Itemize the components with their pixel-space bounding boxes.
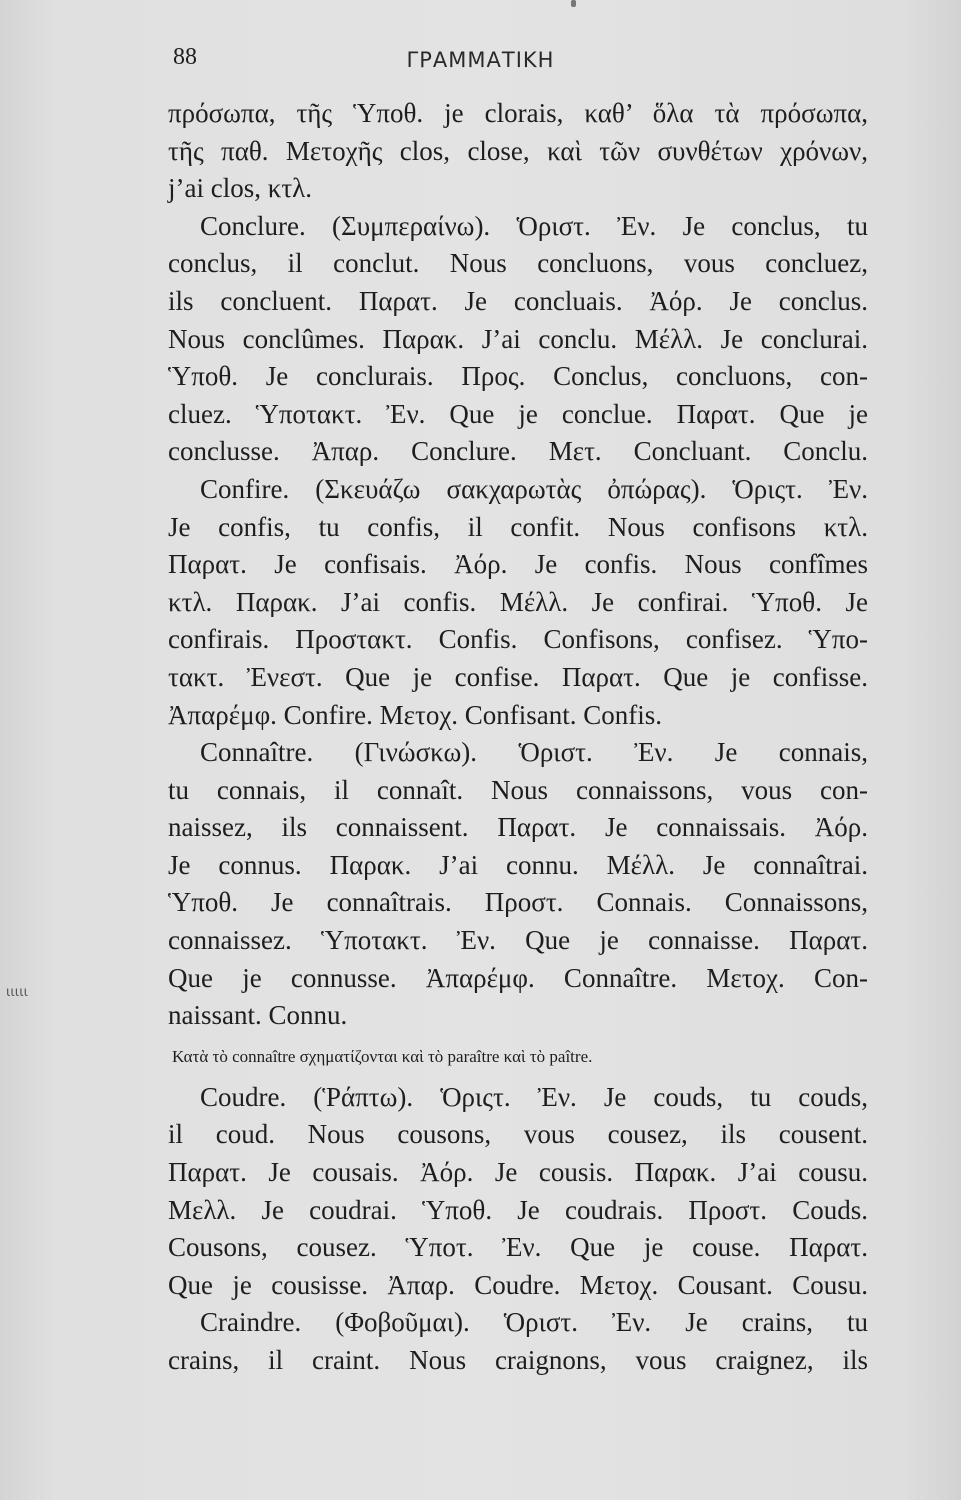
entry-confire: Confire. (Σκευάζω σακχαρωτὰς ὀπώρας). Ὁριςτ. Ἐν.: [200, 473, 868, 504]
ink-speck: [571, 0, 576, 7]
text-line: κτλ. Παρακ. J’ai confis. Μέλλ. Je confirai. Ὑποθ. Je: [168, 586, 868, 617]
text-line: cluez. Ὑποτακτ. Ἐν. Que je conclue. Παρατ. Que je: [168, 398, 868, 429]
text-line: naissez, ils connaissent. Παρατ. Je connaissais. Ἀόρ.: [168, 812, 868, 843]
text-line: ils concluent. Παρατ. Je concluais. Ἀόρ. Je conclus.: [168, 285, 868, 316]
body-text: [168, 95, 868, 1380]
text-line: Je connus. Παρακ. J’ai connu. Μέλλ. Je connaîtrai.: [168, 849, 868, 880]
text-line: Παρατ. Je cousais. Ἀόρ. Je cousis. Παρακ. J’ai cousu.: [168, 1157, 868, 1188]
text-line: Que je cousisse. Ἀπαρ. Coudre. Μετοχ. Cousant. Cousu.: [168, 1269, 868, 1300]
running-head: ΓΡΑΜΜΑΤΙΚΗ: [406, 48, 555, 72]
footnote-remark: Κατὰ τὸ connaître σχηματίζονται καὶ τὸ paraître καὶ τὸ paître.: [172, 1046, 593, 1066]
text-line: τακτ. Ἐνεστ. Que je confise. Παρατ. Que je confisse.: [168, 661, 868, 692]
text-line: tu connais, il connaît. Nous connaissons, vous con-: [168, 774, 868, 805]
text-line: Je confis, tu confis, il confit. Nous confisons κτλ.: [168, 511, 868, 542]
entry-connaitre: Connaître. (Γινώσκω). Ὁριστ. Ἐν. Je connais,: [200, 737, 868, 768]
text-line: Παρατ. Je confisais. Ἀόρ. Je confis. Nous confîmes: [168, 549, 868, 580]
text-line: τῆς παθ. Μετοχῆς clos, close, καὶ τῶν συνθέτων χρόνων,: [168, 135, 868, 166]
text-line: j’ai clos, κτλ.: [168, 173, 313, 204]
entry-conclure: Conclure. (Συμπεραίνω). Ὁριστ. Ἐν. Je conclus, tu: [200, 210, 868, 241]
text-line: πρόσωπα, τῆς Ὑποθ. je clorais, καθ’ ὅλα τὰ πρόσωπα,: [168, 98, 868, 128]
text-line: connaissez. Ὑποτακτ. Ἐν. Que je connaisse. Παρατ.: [168, 925, 868, 956]
entry-craindre: Craindre. (Φοβοῦμαι). Ὁριστ. Ἐν. Je crains, tu: [200, 1307, 868, 1338]
margin-mark: ιιιιι: [6, 985, 28, 1000]
text-line: Que je connusse. Ἀπαρέμφ. Connaître. Μετοχ. Con-: [168, 962, 868, 993]
text-line: naissant. Connu.: [168, 1000, 348, 1031]
entry-coudre: Coudre. (Ῥάπτω). Ὁριςτ. Ἐν. Je couds, tu couds,: [200, 1081, 868, 1112]
text-line: crains, il craint. Nous craignons, vous craignez, ils: [168, 1345, 868, 1375]
text-line: Μελλ. Je coudrai. Ὑποθ. Je coudrais. Προστ. Couds.: [168, 1194, 868, 1225]
text-line: Nous conclûmes. Παρακ. J’ai conclu. Μέλλ. Je conclurai.: [168, 323, 868, 354]
text-line: Cousons, cousez. Ὑποτ. Ἐν. Que je couse. Παρατ.: [168, 1232, 868, 1263]
text-line: Ὑποθ. Je connaîtrais. Προστ. Connais. Connaissons,: [168, 887, 868, 918]
text-line: conclusse. Ἀπαρ. Conclure. Μετ. Concluant. Conclu.: [168, 436, 868, 467]
text-line: conclus, il conclut. Nous concluons, vous concluez,: [168, 248, 868, 279]
text-line: Ἀπαρέμφ. Confire. Μετοχ. Confisant. Confis.: [168, 699, 663, 730]
text-line: il coud. Nous cousons, vous cousez, ils cousent.: [168, 1119, 868, 1150]
page-number: 88: [173, 44, 197, 70]
text-line: Ὑποθ. Je conclurais. Προς. Conclus, concluons, con-: [168, 361, 868, 392]
text-line: confirais. Προστακτ. Confis. Confisons, confisez. Ὑπο-: [168, 624, 868, 655]
